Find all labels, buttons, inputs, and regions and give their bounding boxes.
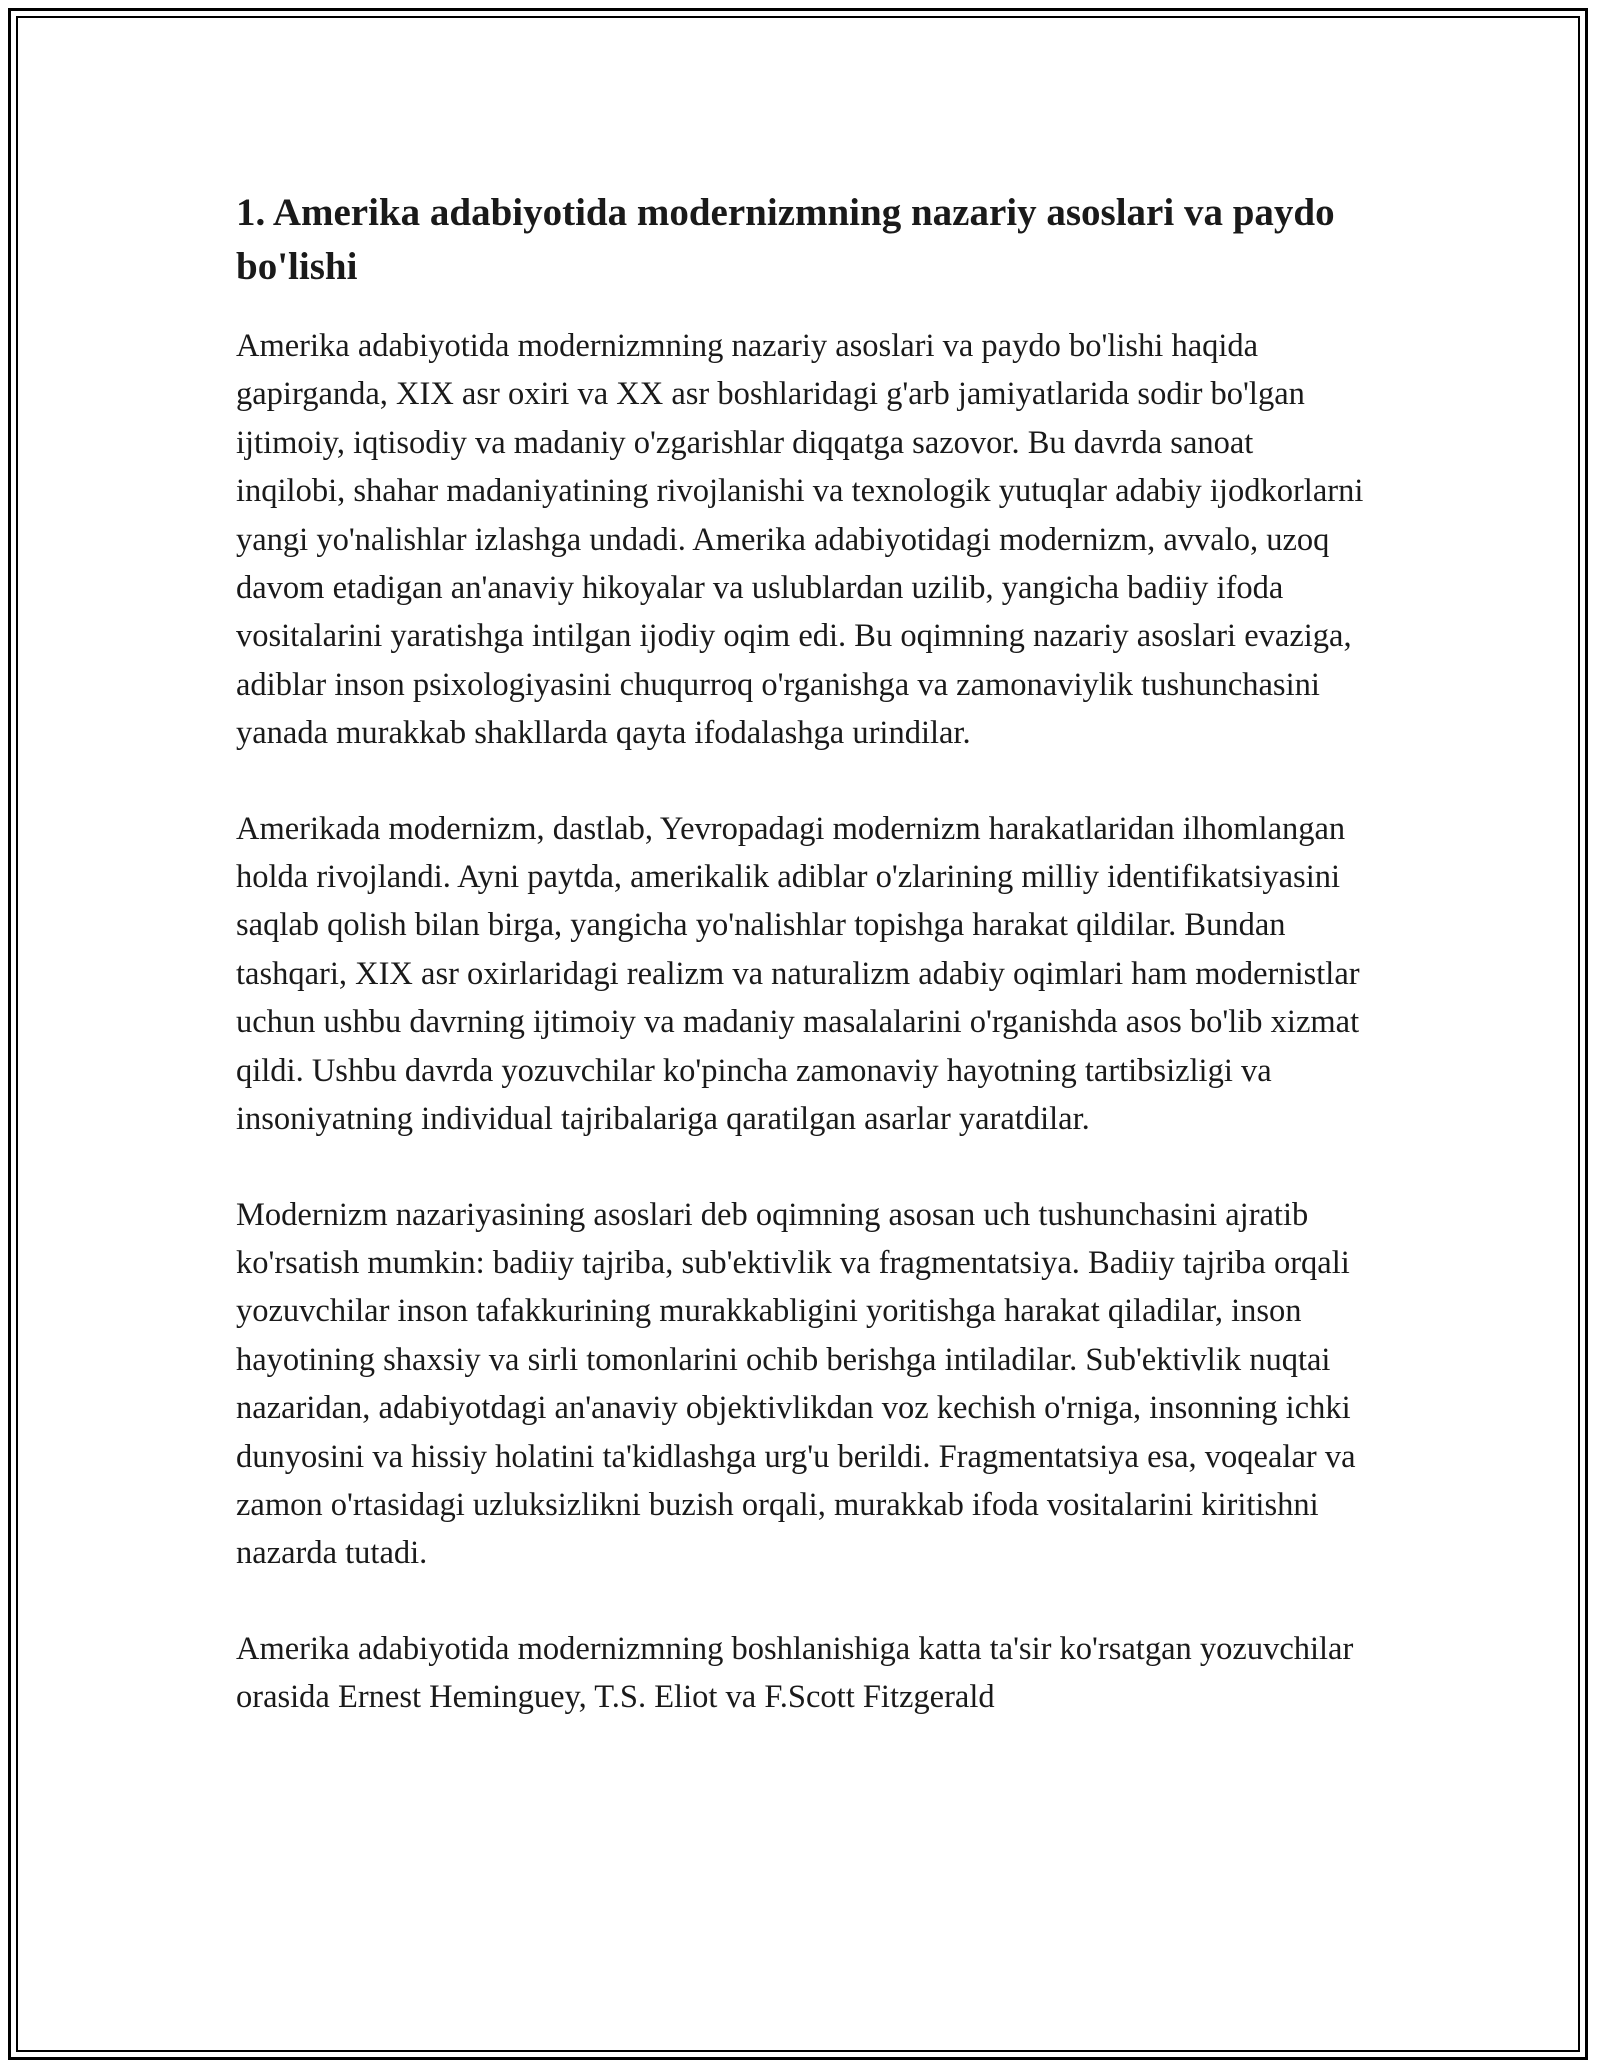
paragraph-1: Amerika adabiyotida modernizmning nazariy asoslari va paydo bo'lishi haqida gapirganda, XIX asr oxiri va XX asr boshlaridagi g'arb jamiyatlarida sodir bo'lgan ijtimoiy, iqtisodiy va madaniy o'zgarishlar diqqatga sazovor. Bu davrda sanoat inqilobi, shahar madaniyatining rivojlanishi va texnologik yutuqlar adabiy ijodkorlarni yangi yo'nalishlar izlashga undadi. Amerika adabiyotidagi modernizm, avvalo, uzoq davom etadigan an'anaviy hikoyalar va uslublardan uzilib, yangicha badiiy ifoda vositalarini yaratishga intilgan ijodiy oqim edi. Bu oqimning nazariy asoslari evaziga, adiblar inson psixologiyasini chuqurroq o'rganishga va zamonaviylik tushunchasini yanada murakkab shakllarda qayta ifodalashga urindilar.	[236, 328, 1364, 752]
paragraph-3: Modernizm nazariyasining asoslari deb oqimning asosan uch tushunchasini ajratib ko'rsatish mumkin: badiiy tajriba, sub'ektivlik va fragmentatsiya. Badiiy tajriba orqali yozuvchilar inson tafakkurining murakkabligini yoritishga harakat qiladilar, inson hayotining shaxsiy va sirli tomonlarini ochib berishga intiladilar. Sub'ektivlik nuqtai nazaridan, adabiyotdagi an'anaviy objektivlikdan voz kechish o'rniga, insonning ichki dunyosini va hissiy holatini ta'kidlashga urg'u berildi. Fragmentatsiya esa, voqealar va zamon o'rtasidagi uzluksizlikni buzish orqali, murakkab ifoda vositalarini kiritishni nazarda tutadi.	[236, 1196, 1356, 1572]
section-heading: 1. Amerika adabiyotida modernizmning nazariy asoslari va paydo bo'lishi	[236, 191, 1335, 288]
document-body	[236, 186, 1366, 1769]
paragraph-4: Amerika adabiyotida modernizmning boshlanishiga katta ta'sir ko'rsatgan yozuvchilar orasida Ernest Heminguey, T.S. Eliot va F.Scott Fitzgerald	[236, 1630, 1354, 1716]
paragraph-2: Amerikada modernizm, dastlab, Yevropadagi modernizm harakatlaridan ilhomlangan holda rivojlandi. Ayni paytda, amerikalik adiblar o'zlarining milliy identifikatsiyasini saqlab qolish bilan birga, yangicha yo'nalishlar topishga harakat qildilar. Bundan tashqari, XIX asr oxirlaridagi realizm va naturalizm adabiy oqimlari ham modernistlar uchun ushbu davrning ijtimoiy va madaniy masalalarini o'rganishda asos bo'lib xizmat qildi. Ushbu davrda yozuvchilar ko'pincha zamonaviy hayotning tartibsizligi va insoniyatning individual tajribalariga qaratilgan asarlar yaratdilar.	[236, 810, 1360, 1138]
